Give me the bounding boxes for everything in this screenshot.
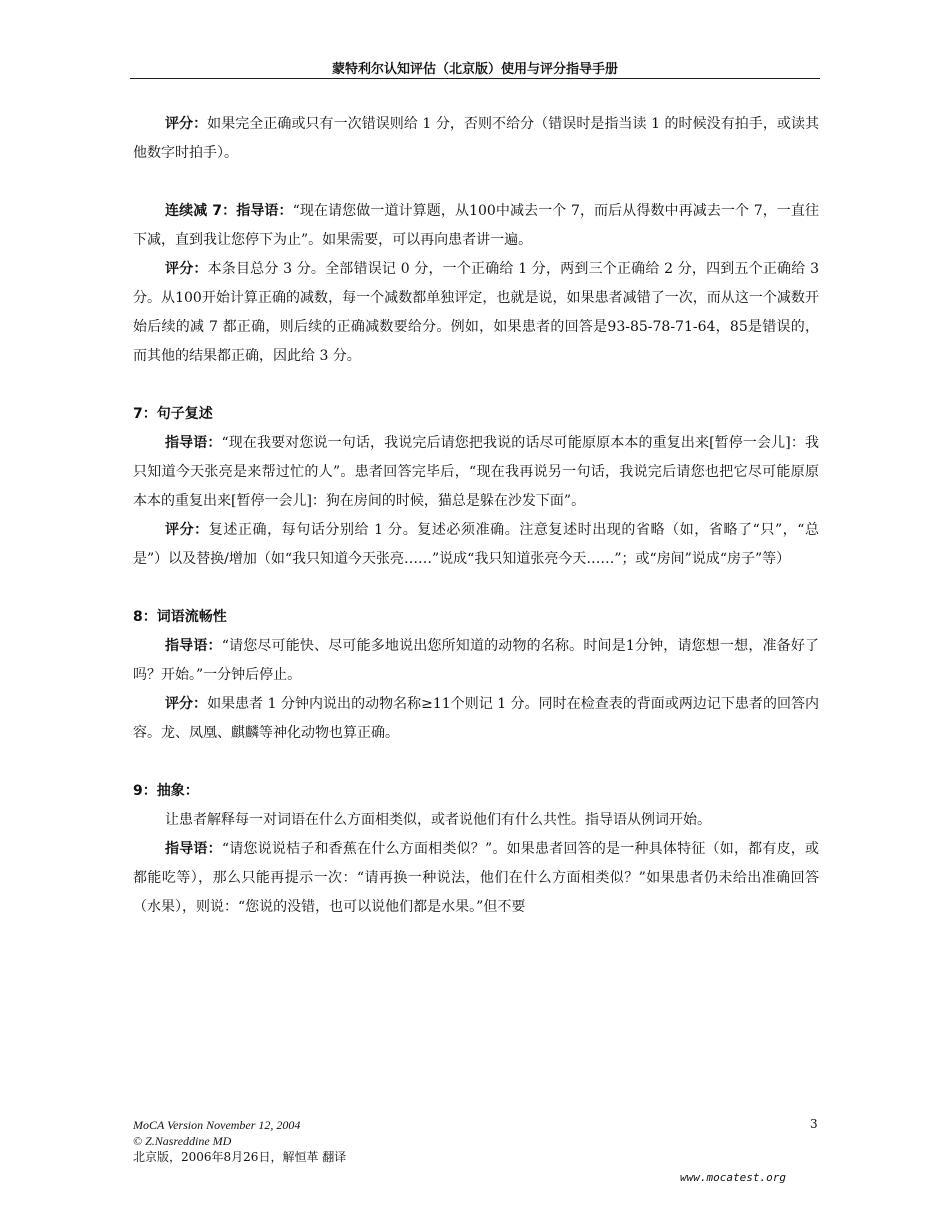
score-label: 评分：: [165, 261, 208, 277]
abstraction-intro-paragraph: 让患者解释每一对词语在什么方面相类似，或者说他们有什么共性。指导语从例词开始。: [165, 812, 711, 828]
fluency-scoring-paragraph: [133, 690, 819, 748]
score-label: 评分：: [165, 522, 209, 538]
serial7-instruction-paragraph: [133, 197, 819, 255]
version-line: MoCA Version November 12, 2004: [133, 1118, 301, 1132]
section-heading-abstraction: 9：抽象：: [133, 783, 199, 799]
guide-label: 指导语：: [165, 638, 222, 654]
serial7-title: 连续减 7：: [165, 203, 237, 219]
serial7-scoring-paragraph: [133, 255, 819, 371]
score-text: 如果患者 1 分钟内说出的动物名称≥11个则记 1 分。同时在检查表的背面或两边记下患者的回答内容。龙、凤凰、麒麟等神化动物也算正确。: [133, 696, 819, 741]
repetition-scoring-paragraph: [133, 516, 819, 574]
guide-text: “现在我要对您说一句话，我说完后请您把我说的话尽可能原原本本的重复出来[暂停一会儿]：我只知道今天张亮是来帮过忙的人”。患者回答完毕后，“现在我再说另一句话，我说完后请您也把它尽可能原原本本的重复出来[暂停一会儿]：狗在房间的时候，猫总是躲在沙发下面”。: [133, 435, 819, 509]
fluency-instruction-paragraph: [133, 632, 819, 690]
page-footer: [133, 1117, 346, 1165]
translation-line: 北京版，2006年8月26日，解恒革 翻译: [133, 1150, 347, 1164]
page-body: [133, 110, 819, 922]
score-label: 评分：: [165, 696, 208, 712]
tapping-scoring-paragraph: [133, 110, 819, 168]
repetition-instruction-paragraph: [133, 429, 819, 516]
guide-text: “请您说说桔子和香蕉在什么方面相类似？”。如果患者回答的是一种具体特征（如，都有皮，或都能吃等），那么只能再提示一次：“请再换一种说法，他们在什么方面相类似？”如果患者仍未给出准确回答（水果），则说：“您说的没错，也可以说他们都是水果。”但不要: [133, 841, 820, 915]
guide-label: 指导语：: [236, 203, 293, 219]
section-heading-verbal-fluency: 8：词语流畅性: [133, 609, 227, 625]
running-header: 蒙特利尔认知评估（北京版）使用与评分指导手册: [331, 62, 618, 77]
guide-text: “现在请您做一道计算题，从100中减去一个 7，而后从得数中再减去一个 7，一直往下减，直到我让您停下为止”。如果需要，可以再向患者讲一遍。: [133, 203, 820, 248]
guide-text: “请您尽可能快、尽可能多地说出您所知道的动物的名称。时间是1分钟，请您想一想，准备好了吗？开始。”一分钟后停止。: [133, 638, 820, 683]
score-text: 如果完全正确或只有一次错误则给 1 分，否则不给分（错误时是指当读 1 的时候没有拍手，或读其他数字时拍手）。: [133, 116, 819, 161]
guide-label: 指导语：: [165, 841, 222, 857]
abstraction-instruction-paragraph: [133, 835, 819, 922]
page-number: 3: [810, 1117, 818, 1131]
guide-label: 指导语：: [165, 435, 222, 451]
header-divider: [130, 78, 820, 79]
score-text: 本条目总分 3 分。全部错误记 0 分，一个正确给 1 分，两到三个正确给 2 分，四到五个正确给 3 分。从100开始计算正确的减数，每一个减数都单独评定，也就是说，如果患者减错了一次，而从这一个减数开始后续的减 7 都正确，则后续的正确减数要给分。例如，如果患者的回答是93-85-78-71-64，85是错误的，而其他的结果都正确，因此给 3 分。: [133, 261, 819, 364]
copyright-line: © Z.Nasreddine MD: [133, 1134, 232, 1148]
score-label: 评分：: [165, 116, 208, 132]
section-heading-sentence-repetition: 7：句子复述: [133, 406, 213, 422]
website-url: www.mocatest.org: [680, 1171, 786, 1184]
score-text: 复述正确，每句话分别给 1 分。复述必须准确。注意复述时出现的省略（如，省略了“只”，“总是”）以及替换/增加（如“我只知道今天张亮……”说成“我只知道张亮今天……”；或“房间”说成“房子”等）: [133, 522, 820, 567]
